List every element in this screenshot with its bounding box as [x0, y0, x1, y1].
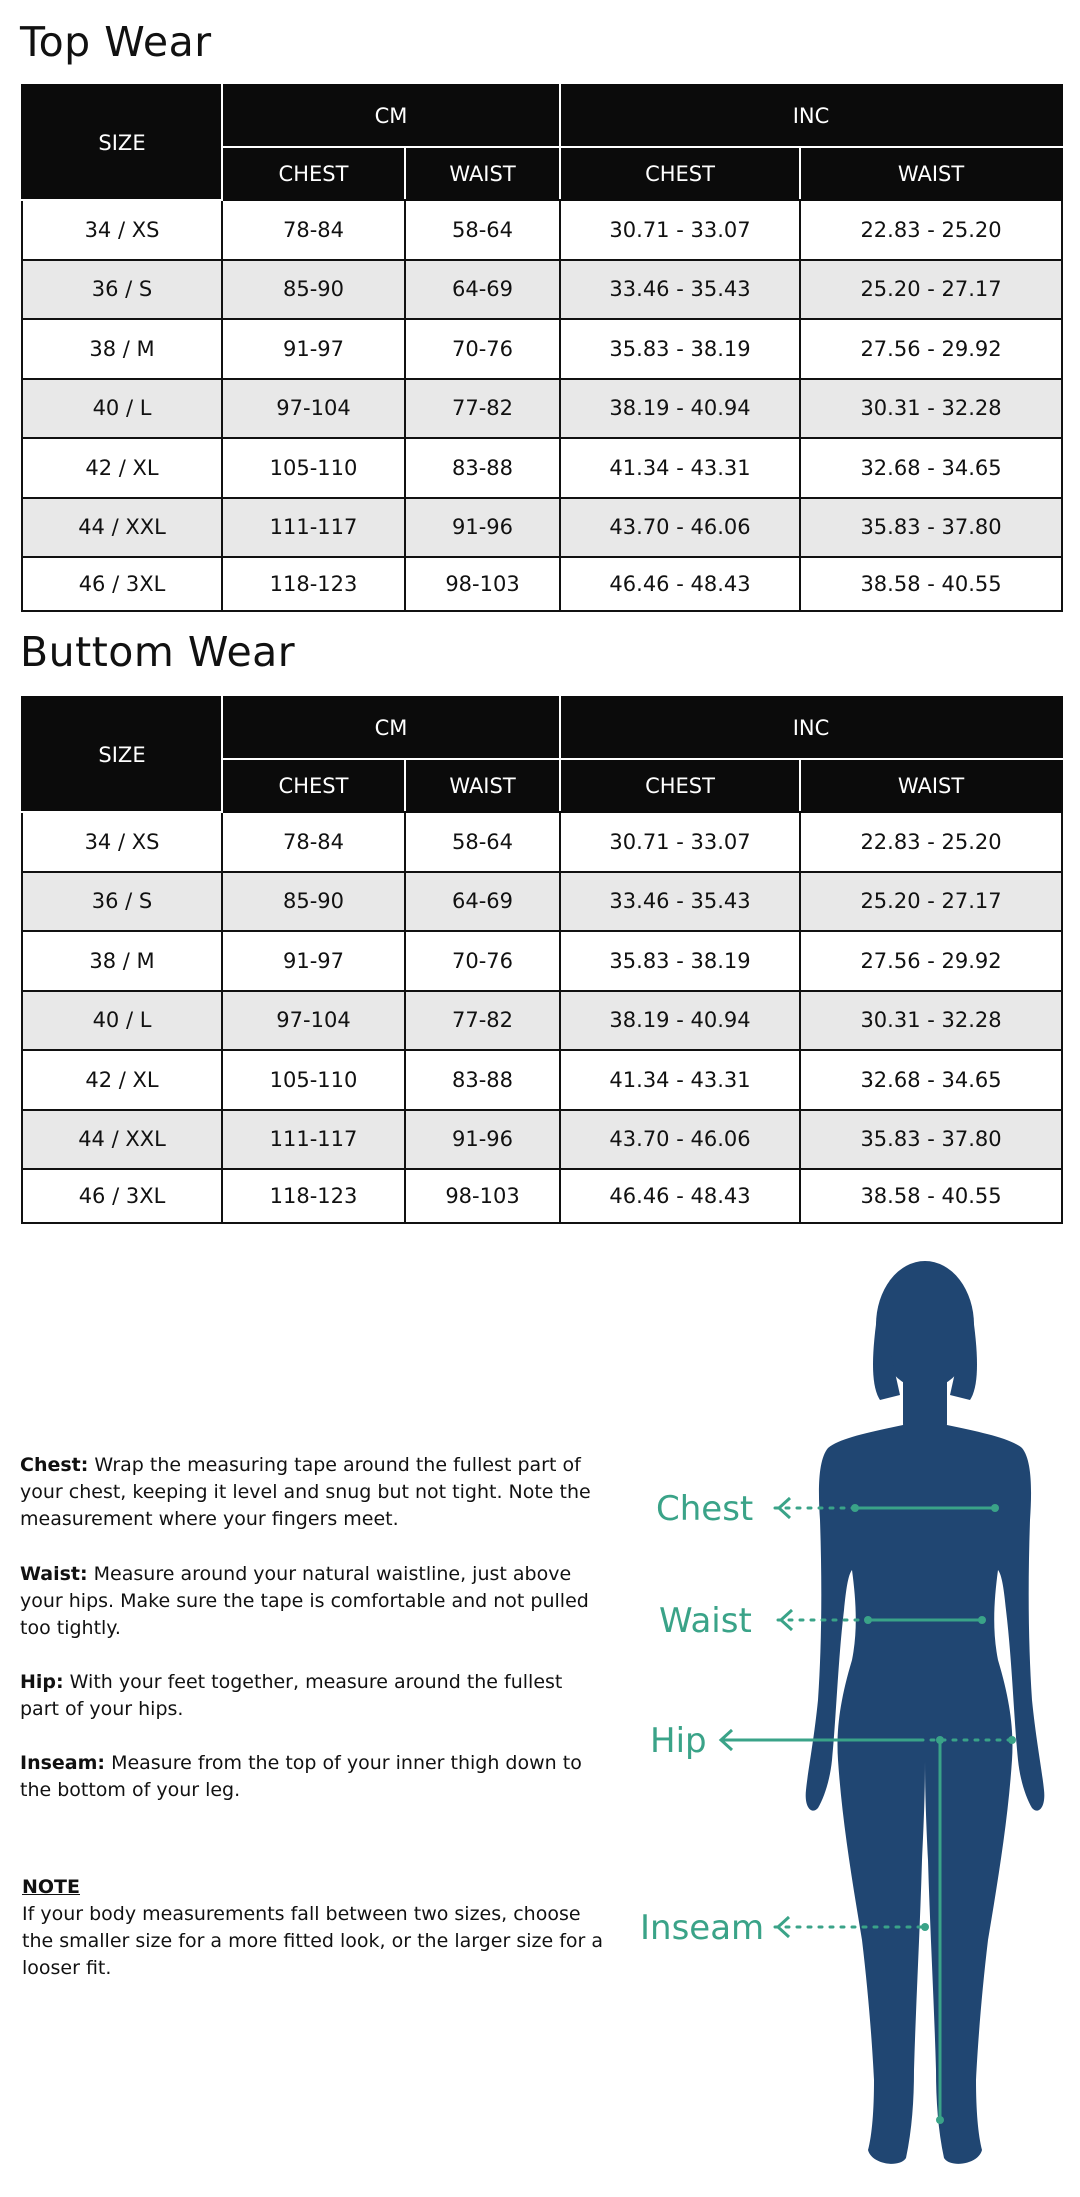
- inc-waist-cell: 35.83 - 37.80: [800, 498, 1062, 558]
- header-cm-chest: CHEST: [222, 759, 405, 812]
- inc-waist-cell: 30.31 - 32.28: [800, 379, 1062, 439]
- cm-chest-cell: 78-84: [222, 812, 405, 872]
- cm-chest-cell: 91-97: [222, 931, 405, 991]
- cm-chest-cell: 97-104: [222, 379, 405, 439]
- header-inc: INC: [560, 85, 1062, 147]
- table-row: [22, 872, 1062, 932]
- size-cell: 40 / L: [22, 379, 222, 439]
- cm-waist-cell: 91-96: [405, 1110, 560, 1170]
- inc-waist-cell: 27.56 - 29.92: [800, 319, 1062, 379]
- cm-waist-cell: 64-69: [405, 872, 560, 932]
- cm-waist-cell: 70-76: [405, 319, 560, 379]
- cm-waist-cell: 91-96: [405, 498, 560, 558]
- inc-chest-cell: 30.71 - 33.07: [560, 200, 800, 260]
- inc-waist-cell: 22.83 - 25.20: [800, 812, 1062, 872]
- measurement-figure: [620, 1260, 1080, 2197]
- note-heading: NOTE: [22, 1876, 80, 1898]
- size-cell: 38 / M: [22, 319, 222, 379]
- inc-waist-cell: 27.56 - 29.92: [800, 931, 1062, 991]
- top-wear-title: Top Wear: [20, 18, 212, 66]
- table-row: [22, 438, 1062, 498]
- header-cm-waist: WAIST: [405, 759, 560, 812]
- inseam-text: Measure from the top of your inner thigh down to the bottom of your leg.: [20, 1752, 582, 1801]
- inc-waist-cell: 25.20 - 27.17: [800, 872, 1062, 932]
- inc-chest-cell: 41.34 - 43.31: [560, 1050, 800, 1110]
- inc-chest-cell: 33.46 - 35.43: [560, 872, 800, 932]
- inc-chest-cell: 38.19 - 40.94: [560, 379, 800, 439]
- table-row: [22, 260, 1062, 320]
- header-inc: INC: [560, 697, 1062, 759]
- header-cm: CM: [222, 85, 560, 147]
- header-inc-waist: WAIST: [800, 759, 1062, 812]
- bottom-wear-size-table: [21, 696, 1063, 1224]
- inc-chest-cell: 43.70 - 46.06: [560, 1110, 800, 1170]
- table-row: [22, 1110, 1062, 1170]
- chest-text: Wrap the measuring tape around the fullest part of your chest, keeping it level and snug but not tight. Note the measurement where your fingers meet.: [20, 1454, 591, 1530]
- hip-instruction: [20, 1669, 605, 1723]
- inc-chest-cell: 46.46 - 48.43: [560, 1169, 800, 1223]
- waist-instruction: [20, 1561, 605, 1642]
- size-cell: 38 / M: [22, 931, 222, 991]
- inc-chest-cell: 33.46 - 35.43: [560, 260, 800, 320]
- size-cell: 34 / XS: [22, 200, 222, 260]
- size-cell: 36 / S: [22, 872, 222, 932]
- header-cm: CM: [222, 697, 560, 759]
- note-text: If your body measurements fall between two sizes, choose the smaller size for a more fitted look, or the larger size for a looser fit.: [22, 1903, 604, 1979]
- header-inc-chest: CHEST: [560, 147, 800, 200]
- table-row: [22, 319, 1062, 379]
- inc-waist-cell: 38.58 - 40.55: [800, 557, 1062, 611]
- inc-waist-cell: 38.58 - 40.55: [800, 1169, 1062, 1223]
- cm-chest-cell: 85-90: [222, 872, 405, 932]
- cm-chest-cell: 111-117: [222, 498, 405, 558]
- waist-label: Waist:: [20, 1563, 88, 1585]
- header-cm-chest: CHEST: [222, 147, 405, 200]
- inc-waist-cell: 32.68 - 34.65: [800, 438, 1062, 498]
- hip-label: Hip:: [20, 1671, 64, 1693]
- table-row: [22, 1050, 1062, 1110]
- chest-figure-label: Chest: [656, 1489, 754, 1529]
- cm-waist-cell: 98-103: [405, 1169, 560, 1223]
- cm-chest-cell: 111-117: [222, 1110, 405, 1170]
- table-row: [22, 991, 1062, 1051]
- header-inc-chest: CHEST: [560, 759, 800, 812]
- inc-chest-cell: 46.46 - 48.43: [560, 557, 800, 611]
- header-size: SIZE: [22, 85, 222, 200]
- table-row: [22, 812, 1062, 872]
- inc-waist-cell: 35.83 - 37.80: [800, 1110, 1062, 1170]
- size-cell: 44 / XXL: [22, 498, 222, 558]
- inseam-instruction: [20, 1750, 605, 1804]
- inc-chest-cell: 41.34 - 43.31: [560, 438, 800, 498]
- table-row: [22, 200, 1062, 260]
- female-body-silhouette-icon: [806, 1261, 1045, 2164]
- cm-waist-cell: 98-103: [405, 557, 560, 611]
- size-cell: 46 / 3XL: [22, 557, 222, 611]
- size-cell: 46 / 3XL: [22, 1169, 222, 1223]
- inc-waist-cell: 30.31 - 32.28: [800, 991, 1062, 1051]
- cm-waist-cell: 83-88: [405, 1050, 560, 1110]
- inc-chest-cell: 35.83 - 38.19: [560, 319, 800, 379]
- header-size: SIZE: [22, 697, 222, 812]
- top-wear-size-table: [21, 84, 1063, 612]
- inc-waist-cell: 32.68 - 34.65: [800, 1050, 1062, 1110]
- inc-chest-cell: 35.83 - 38.19: [560, 931, 800, 991]
- waist-figure-label: Waist: [659, 1601, 752, 1641]
- cm-waist-cell: 64-69: [405, 260, 560, 320]
- waist-text: Measure around your natural waistline, just above your hips. Make sure the tape is comfortable and not pulled too tightly.: [20, 1563, 589, 1639]
- cm-chest-cell: 105-110: [222, 1050, 405, 1110]
- size-cell: 44 / XXL: [22, 1110, 222, 1170]
- cm-waist-cell: 77-82: [405, 379, 560, 439]
- cm-chest-cell: 85-90: [222, 260, 405, 320]
- chest-instruction: [20, 1452, 605, 1533]
- size-note: [22, 1874, 607, 1982]
- header-cm-waist: WAIST: [405, 147, 560, 200]
- cm-chest-cell: 97-104: [222, 991, 405, 1051]
- cm-waist-cell: 83-88: [405, 438, 560, 498]
- size-cell: 40 / L: [22, 991, 222, 1051]
- header-inc-waist: WAIST: [800, 147, 1062, 200]
- inc-waist-cell: 25.20 - 27.17: [800, 260, 1062, 320]
- size-cell: 42 / XL: [22, 1050, 222, 1110]
- cm-waist-cell: 58-64: [405, 200, 560, 260]
- cm-chest-cell: 91-97: [222, 319, 405, 379]
- size-cell: 34 / XS: [22, 812, 222, 872]
- bottom-wear-title: Buttom Wear: [20, 628, 296, 676]
- inc-waist-cell: 22.83 - 25.20: [800, 200, 1062, 260]
- hip-text: With your feet together, measure around the fullest part of your hips.: [20, 1671, 563, 1720]
- size-cell: 36 / S: [22, 260, 222, 320]
- cm-chest-cell: 78-84: [222, 200, 405, 260]
- cm-waist-cell: 58-64: [405, 812, 560, 872]
- inc-chest-cell: 38.19 - 40.94: [560, 991, 800, 1051]
- cm-waist-cell: 70-76: [405, 931, 560, 991]
- size-cell: 42 / XL: [22, 438, 222, 498]
- cm-chest-cell: 105-110: [222, 438, 405, 498]
- table-row: [22, 379, 1062, 439]
- inc-chest-cell: 43.70 - 46.06: [560, 498, 800, 558]
- cm-waist-cell: 77-82: [405, 991, 560, 1051]
- table-row: [22, 498, 1062, 558]
- inseam-label: Inseam:: [20, 1752, 106, 1774]
- table-row: [22, 931, 1062, 991]
- chest-label: Chest:: [20, 1454, 89, 1476]
- cm-chest-cell: 118-123: [222, 1169, 405, 1223]
- table-row: [22, 1169, 1062, 1223]
- hip-figure-label: Hip: [650, 1721, 707, 1761]
- inc-chest-cell: 30.71 - 33.07: [560, 812, 800, 872]
- cm-chest-cell: 118-123: [222, 557, 405, 611]
- table-row: [22, 557, 1062, 611]
- inseam-figure-label: Inseam: [640, 1908, 765, 1948]
